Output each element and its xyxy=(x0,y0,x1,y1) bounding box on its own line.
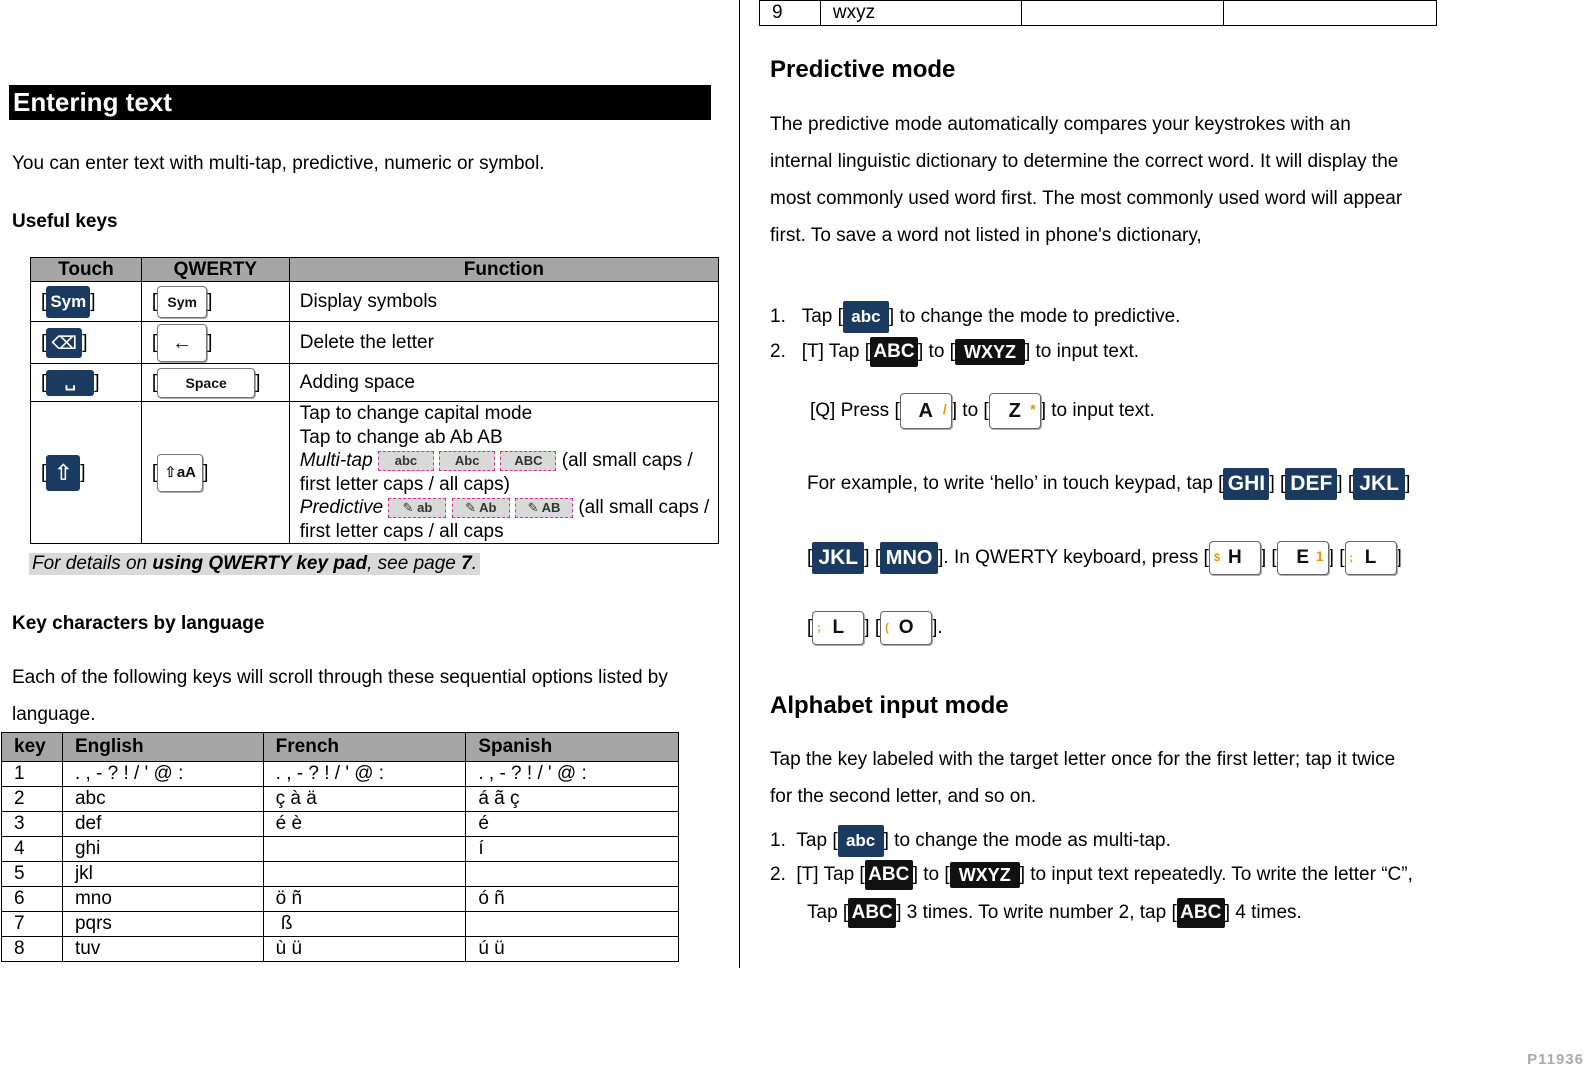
qwerty-sym-key-icon: Sym xyxy=(157,286,207,318)
sym-key-icon: Sym xyxy=(46,286,90,318)
abc-key-icon: ABC xyxy=(870,337,918,367)
alphabet-step-2-cont: Tap [ ABC ] 3 times. To write number 2, tap [ ABC ] 4 times. xyxy=(807,893,1302,929)
abc-mode-icon: abc xyxy=(843,301,889,333)
table-row xyxy=(2,812,679,837)
table-row xyxy=(2,762,679,787)
lang-col-header: English xyxy=(62,733,263,762)
table-cell: 1 xyxy=(2,762,63,787)
table-cell xyxy=(1021,1,1224,26)
useful-keys-table xyxy=(30,257,719,544)
table-cell: 7 xyxy=(2,912,63,937)
h-key-icon: $ H xyxy=(1209,541,1261,575)
table-cell: . , - ? ! / ' @ : xyxy=(62,762,263,787)
table-cell: jkl xyxy=(62,862,263,887)
l-key-icon: ; L xyxy=(812,611,864,645)
col-header-qwerty: QWERTY xyxy=(141,258,289,282)
table-cell: abc xyxy=(62,787,263,812)
table-row: [ ␣ ] [ Space ] Adding space xyxy=(31,364,719,402)
table-cell: é xyxy=(466,812,679,837)
predictive-heading: Predictive mode xyxy=(770,56,956,83)
ghi-key-icon: GHI xyxy=(1223,468,1269,500)
table-cell xyxy=(466,862,679,887)
z-key-icon: Z * xyxy=(989,393,1041,429)
abc-key-icon: ABC xyxy=(865,860,913,890)
function-cell: Delete the letter xyxy=(289,322,718,364)
table-cell: é è xyxy=(263,812,466,837)
abc-mode-icon: abc xyxy=(838,825,884,857)
table-row xyxy=(2,837,679,862)
function-line: Tap to change ab Ab AB xyxy=(299,426,503,448)
table-cell: ó ñ xyxy=(466,887,679,912)
qwerty-shift-key-icon: ⇧aA xyxy=(157,454,203,492)
useful-keys-heading: Useful keys xyxy=(12,211,118,232)
table-cell: wxyz xyxy=(820,1,1021,26)
lang-col-header: Spanish xyxy=(466,733,679,762)
def-key-icon: DEF xyxy=(1285,468,1337,500)
table-cell: ú ü xyxy=(466,937,679,962)
space-key-icon: ␣ xyxy=(46,370,94,396)
table-row xyxy=(2,787,679,812)
section-title: Entering text xyxy=(9,85,711,120)
multitap-label: Multi-tap xyxy=(299,450,373,471)
predictive-step-1: 1. Tap [ abc ] to change the mode to predictive. xyxy=(770,291,1180,331)
table-cell: ß xyxy=(263,912,466,937)
table-cell xyxy=(1224,1,1437,26)
table-cell: mno xyxy=(62,887,263,912)
jkl-key-icon: JKL xyxy=(1353,468,1405,500)
o-key-icon: ( O xyxy=(880,611,932,645)
table-cell: def xyxy=(62,812,263,837)
function-cell: Display symbols xyxy=(289,282,718,322)
mode-Abc-icon: Abc xyxy=(439,451,495,471)
table-row: [ Sym ] [ Sym ] Display symbols xyxy=(31,282,719,322)
table-row xyxy=(2,937,679,962)
pred-ab-icon: ✎ ab xyxy=(388,498,446,518)
predictive-step-2-qwerty: [Q] Press [ A / ] to [ Z * ] to input text. xyxy=(810,381,1155,441)
table-cell: í xyxy=(466,837,679,862)
table-cell: ç à ä xyxy=(263,787,466,812)
wxyz-key-icon: WXYZ xyxy=(955,339,1025,365)
mno-key-icon: MNO xyxy=(880,542,938,574)
alphabet-paragraph: Tap the key labeled with the target letter once for the first letter; tap it twice for the second letter, and so on. xyxy=(770,749,1396,807)
function-line: Tap to change capital mode xyxy=(299,403,533,424)
alphabet-step-1: 1. Tap [ abc ] to change the mode as multi-tap. xyxy=(770,817,1171,855)
table-row: [ ⇧ ] [ ⇧aA ] Tap to change capital mode Tap to change ab Ab AB Multi-tap abc Abc ABC (all small caps / first letter caps / all caps) Predictive ✎ ab ✎ Ab ✎ AB (all small caps / first letter caps / all caps xyxy=(31,402,719,544)
intro-text: You can enter text with multi-tap, predictive, numeric or symbol. xyxy=(12,153,545,174)
page-code: P11936 xyxy=(1527,1051,1584,1068)
pred-Ab-icon: ✎ Ab xyxy=(452,498,510,518)
table-row xyxy=(2,912,679,937)
multitap-desc: (all small caps / first letter caps / all caps) xyxy=(299,450,693,495)
hello-example-line-2: [ JKL ] [ MNO ]. In QWERTY keyboard, press [ $ H ] [ E 1 ] [ ; L ] xyxy=(807,530,1467,586)
table-cell xyxy=(466,912,679,937)
predictive-desc: (all small caps / first letter caps / all caps xyxy=(299,497,710,542)
l-key-icon: ; L xyxy=(1345,541,1397,575)
lang-heading: Key characters by language xyxy=(12,613,265,634)
lang-intro: Each of the following keys will scroll through these sequential options listed by language. xyxy=(12,667,668,725)
table-cell: ö ñ xyxy=(263,887,466,912)
hello-example: For example, to write ‘hello’ in touch keypad, tap [ GHI ] [ DEF ] [ JKL ] xyxy=(807,458,1467,510)
col-header-function: Function xyxy=(289,258,718,282)
table-row xyxy=(2,862,679,887)
hello-example-line-3: [ ; L ] [ ( O ]. xyxy=(807,602,943,654)
shift-key-label: aA xyxy=(176,463,197,481)
backspace-key-icon: ← xyxy=(157,324,207,362)
table-cell xyxy=(263,837,466,862)
table-cell: 9 xyxy=(760,1,821,26)
predictive-label: Predictive xyxy=(299,497,384,518)
qwerty-space-key-icon: Space xyxy=(157,368,255,398)
table-row xyxy=(2,887,679,912)
mode-abc-icon: abc xyxy=(378,451,434,471)
language-table-continued xyxy=(759,0,1437,26)
wxyz-key-icon: WXYZ xyxy=(950,862,1020,888)
function-cell: Adding space xyxy=(289,364,718,402)
note-link-text[interactable]: using QWERTY key pad xyxy=(152,553,368,574)
table-cell xyxy=(263,862,466,887)
lang-col-header: French xyxy=(263,733,466,762)
delete-key-icon: ⌫ xyxy=(46,328,82,358)
table-cell: tuv xyxy=(62,937,263,962)
table-cell: 2 xyxy=(2,787,63,812)
shift-key-icon: ⇧ xyxy=(46,455,80,491)
jkl-key-icon: JKL xyxy=(812,542,864,574)
table-cell: 5 xyxy=(2,862,63,887)
col-header-touch: Touch xyxy=(31,258,142,282)
table-cell: 4 xyxy=(2,837,63,862)
abc-key-icon: ABC xyxy=(848,898,896,928)
qwerty-note: For details on using QWERTY key pad, see page 7. xyxy=(29,553,480,575)
table-cell: 3 xyxy=(2,812,63,837)
mode-ABC-icon: ABC xyxy=(500,451,556,471)
table-cell: ghi xyxy=(62,837,263,862)
predictive-paragraph: The predictive mode automatically compares your keystrokes with an internal linguistic dictionary to determine the correct word. It will display the most commonly used word first. The most commonly used word will appear first. To save a word not listed in phone's dictionary, xyxy=(770,114,1403,246)
table-row: [ ⌫ ] [ ← ] Delete the letter xyxy=(31,322,719,364)
table-row xyxy=(760,1,1437,26)
table-cell: . , - ? ! / ' @ : xyxy=(466,762,679,787)
alphabet-step-2: 2. [T] Tap [ ABC ] to [ WXYZ ] to input text repeatedly. To write the letter “C”, xyxy=(770,855,1413,891)
pred-AB-icon: ✎ AB xyxy=(515,498,573,518)
alphabet-heading: Alphabet input mode xyxy=(770,692,1009,719)
language-table xyxy=(1,732,679,962)
e-key-icon: E 1 xyxy=(1277,541,1329,575)
table-cell: á ã ç xyxy=(466,787,679,812)
table-cell: . , - ? ! / ' @ : xyxy=(263,762,466,787)
lang-col-header: key xyxy=(2,733,63,762)
table-cell: ù ü xyxy=(263,937,466,962)
table-cell: 8 xyxy=(2,937,63,962)
a-key-icon: A / xyxy=(900,393,952,429)
predictive-step-2: 2. [T] Tap [ ABC ] to [ WXYZ ] to input text. xyxy=(770,331,1139,367)
table-cell: pqrs xyxy=(62,912,263,937)
column-divider xyxy=(739,0,740,968)
table-cell: 6 xyxy=(2,887,63,912)
abc-key-icon: ABC xyxy=(1177,898,1225,928)
